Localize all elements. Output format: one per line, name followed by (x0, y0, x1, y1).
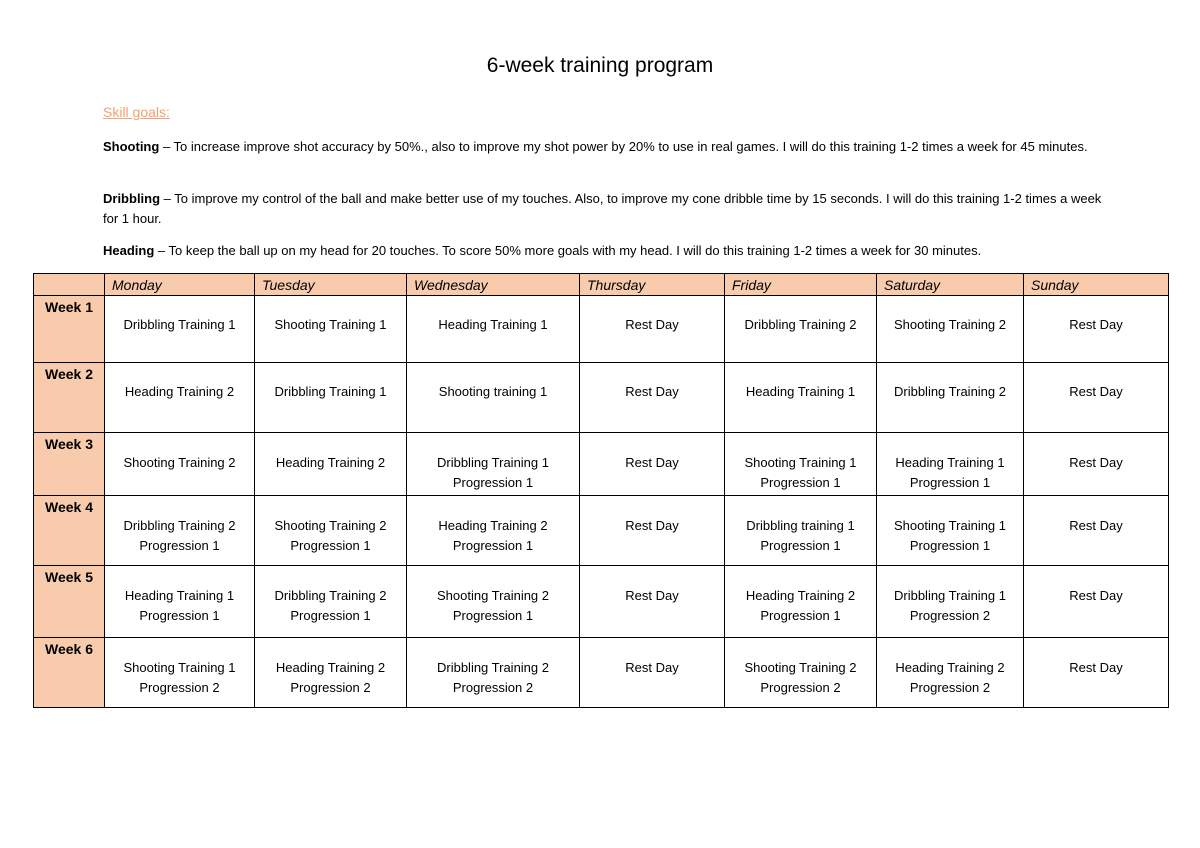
day-header: Thursday (580, 274, 725, 296)
schedule-cell (580, 566, 725, 638)
session-name: Shooting Training 1 (274, 317, 387, 332)
week-row (34, 363, 1169, 433)
session-name: Rest Day (625, 384, 679, 399)
schedule-cell (255, 638, 407, 708)
session-progression: Progression 1 (760, 538, 841, 553)
session-progression: Progression 2 (909, 608, 991, 623)
session-name: Dribbling Training 2 (123, 518, 236, 533)
schedule-cell (877, 496, 1024, 566)
session-progression: Progression 1 (452, 608, 534, 623)
day-header-row (34, 274, 1169, 296)
schedule-cell (580, 363, 725, 433)
session-name: Heading Training 2 (124, 384, 235, 399)
session-name: Heading Training 2 (275, 660, 386, 675)
schedule-cell (105, 566, 255, 638)
week-label: Week 1 (34, 296, 105, 363)
session-name: Dribbling Training 2 (744, 317, 857, 332)
schedule-cell (725, 296, 877, 363)
session-name: Shooting Training 2 (744, 660, 857, 675)
week-row (34, 566, 1169, 638)
goal-label: Shooting (103, 139, 160, 154)
week-label: Week 6 (34, 638, 105, 708)
week-row (34, 433, 1169, 496)
week-label: Week 4 (34, 496, 105, 566)
session-name: Dribbling Training 2 (436, 660, 549, 675)
header-corner (34, 274, 105, 296)
session-progression: Progression 1 (139, 608, 220, 623)
schedule-cell (255, 496, 407, 566)
schedule-cell (1024, 638, 1169, 708)
week-label: Week 2 (34, 363, 105, 433)
session-name: Rest Day (1069, 518, 1123, 533)
schedule-cell (255, 566, 407, 638)
schedule-cell (580, 496, 725, 566)
session-name: Rest Day (1069, 455, 1123, 470)
session-name: Shooting Training 2 (436, 588, 550, 603)
schedule-cell (255, 433, 407, 496)
session-name: Shooting Training 2 (893, 317, 1007, 332)
session-name: Shooting training 1 (438, 384, 548, 399)
session-name: Shooting Training 1 (744, 455, 857, 470)
schedule-cell (725, 496, 877, 566)
schedule-cell (1024, 296, 1169, 363)
session-name: Dribbling Training 1 (893, 588, 1006, 603)
goal-label: Heading (103, 243, 155, 258)
session-name: Dribbling training 1 (746, 518, 855, 533)
session-name: Rest Day (625, 588, 679, 603)
session-name: Dribbling Training 1 (123, 317, 236, 332)
schedule-cell (1024, 496, 1169, 566)
schedule-cell (105, 496, 255, 566)
session-name: Rest Day (625, 455, 679, 470)
goal-text: – To improve my control of the ball and make better use of my touches. Also, to improve my cone dribble time by 15 seconds. I will do this training 1-2 times a week for 1 hour. (103, 191, 1102, 226)
schedule-cell (407, 566, 580, 638)
goal-label: Dribbling (103, 191, 161, 206)
schedule-cell (877, 296, 1024, 363)
goal-text: – To increase improve shot accuracy by 50%., also to improve my shot power by 20% to use in real games. I will do this training 1-2 times a week for 45 minutes. (159, 139, 1088, 154)
week-row (34, 496, 1169, 566)
session-name: Rest Day (1069, 660, 1123, 675)
day-header: Monday (105, 274, 255, 296)
session-progression: Progression 2 (760, 680, 841, 695)
schedule-cell (580, 638, 725, 708)
schedule-cell (877, 566, 1024, 638)
session-name: Rest Day (625, 518, 679, 533)
session-progression: Progression 1 (909, 538, 991, 553)
schedule-cell (255, 363, 407, 433)
schedule-cell (877, 363, 1024, 433)
schedule-cell (725, 638, 877, 708)
session-name: Rest Day (625, 660, 679, 675)
schedule-cell (725, 363, 877, 433)
week-row (34, 638, 1169, 708)
schedule-cell (407, 433, 580, 496)
day-header: Wednesday (407, 274, 580, 296)
session-name: Heading Training 1 (745, 384, 856, 399)
week-label: Week 5 (34, 566, 105, 638)
session-name: Heading Training 1 (124, 588, 235, 603)
session-progression: Progression 1 (290, 538, 371, 553)
schedule-cell (580, 433, 725, 496)
session-name: Shooting Training 1 (123, 660, 236, 675)
session-progression: Progression 2 (290, 680, 371, 695)
session-name: Heading Training 1 (438, 317, 548, 332)
session-progression: Progression 1 (139, 538, 220, 553)
goal-heading (103, 241, 1103, 261)
schedule-cell (725, 433, 877, 496)
week-label: Week 3 (34, 433, 105, 496)
schedule-cell (407, 638, 580, 708)
session-name: Heading Training 2 (275, 455, 386, 470)
session-name: Shooting Training 2 (274, 518, 387, 533)
session-name: Dribbling Training 1 (274, 384, 387, 399)
session-progression: Progression 1 (290, 608, 371, 623)
session-name: Rest Day (625, 317, 679, 332)
schedule-cell (580, 296, 725, 363)
day-header: Saturday (877, 274, 1024, 296)
session-progression: Progression 2 (452, 680, 534, 695)
week-row (34, 296, 1169, 363)
schedule-cell (407, 496, 580, 566)
session-name: Dribbling Training 2 (893, 384, 1006, 399)
schedule-cell (877, 433, 1024, 496)
session-progression: Progression 1 (760, 608, 841, 623)
session-name: Dribbling Training 2 (274, 588, 387, 603)
session-progression: Progression 1 (760, 475, 841, 490)
session-name: Shooting Training 1 (893, 518, 1007, 533)
goal-dribbling (103, 189, 1103, 229)
schedule-cell (877, 638, 1024, 708)
schedule-cell (1024, 566, 1169, 638)
session-name: Heading Training 2 (745, 588, 856, 603)
skill-goals-heading: Skill goals: (103, 104, 170, 120)
session-progression: Progression 1 (452, 538, 534, 553)
schedule-cell (725, 566, 877, 638)
schedule-cell (105, 363, 255, 433)
training-schedule-table (33, 273, 1169, 708)
session-name: Dribbling Training 1 (436, 455, 549, 470)
goal-text: – To keep the ball up on my head for 20 touches. To score 50% more goals with my head. I will do this training 1-2 times a week for 30 minutes. (154, 243, 982, 258)
goal-shooting (103, 137, 1103, 157)
session-progression: Progression 1 (909, 475, 991, 490)
schedule-cell (407, 363, 580, 433)
day-header: Friday (725, 274, 877, 296)
session-progression: Progression 2 (909, 680, 991, 695)
session-name: Heading Training 2 (895, 660, 1005, 675)
schedule-cell (407, 296, 580, 363)
schedule-cell (105, 296, 255, 363)
session-name: Heading Training 1 (895, 455, 1005, 470)
schedule-cell (255, 296, 407, 363)
schedule-cell (1024, 433, 1169, 496)
schedule-cell (105, 638, 255, 708)
page-title: 6-week training program (486, 54, 714, 77)
session-name: Heading Training 2 (438, 518, 548, 533)
day-header: Sunday (1024, 274, 1169, 296)
session-name: Rest Day (1069, 384, 1123, 399)
schedule-cell (105, 433, 255, 496)
session-progression: Progression 1 (452, 475, 534, 490)
day-header: Tuesday (255, 274, 407, 296)
session-name: Rest Day (1069, 317, 1123, 332)
session-progression: Progression 2 (139, 680, 220, 695)
schedule-cell (1024, 363, 1169, 433)
session-name: Rest Day (1069, 588, 1123, 603)
session-name: Shooting Training 2 (123, 455, 236, 470)
